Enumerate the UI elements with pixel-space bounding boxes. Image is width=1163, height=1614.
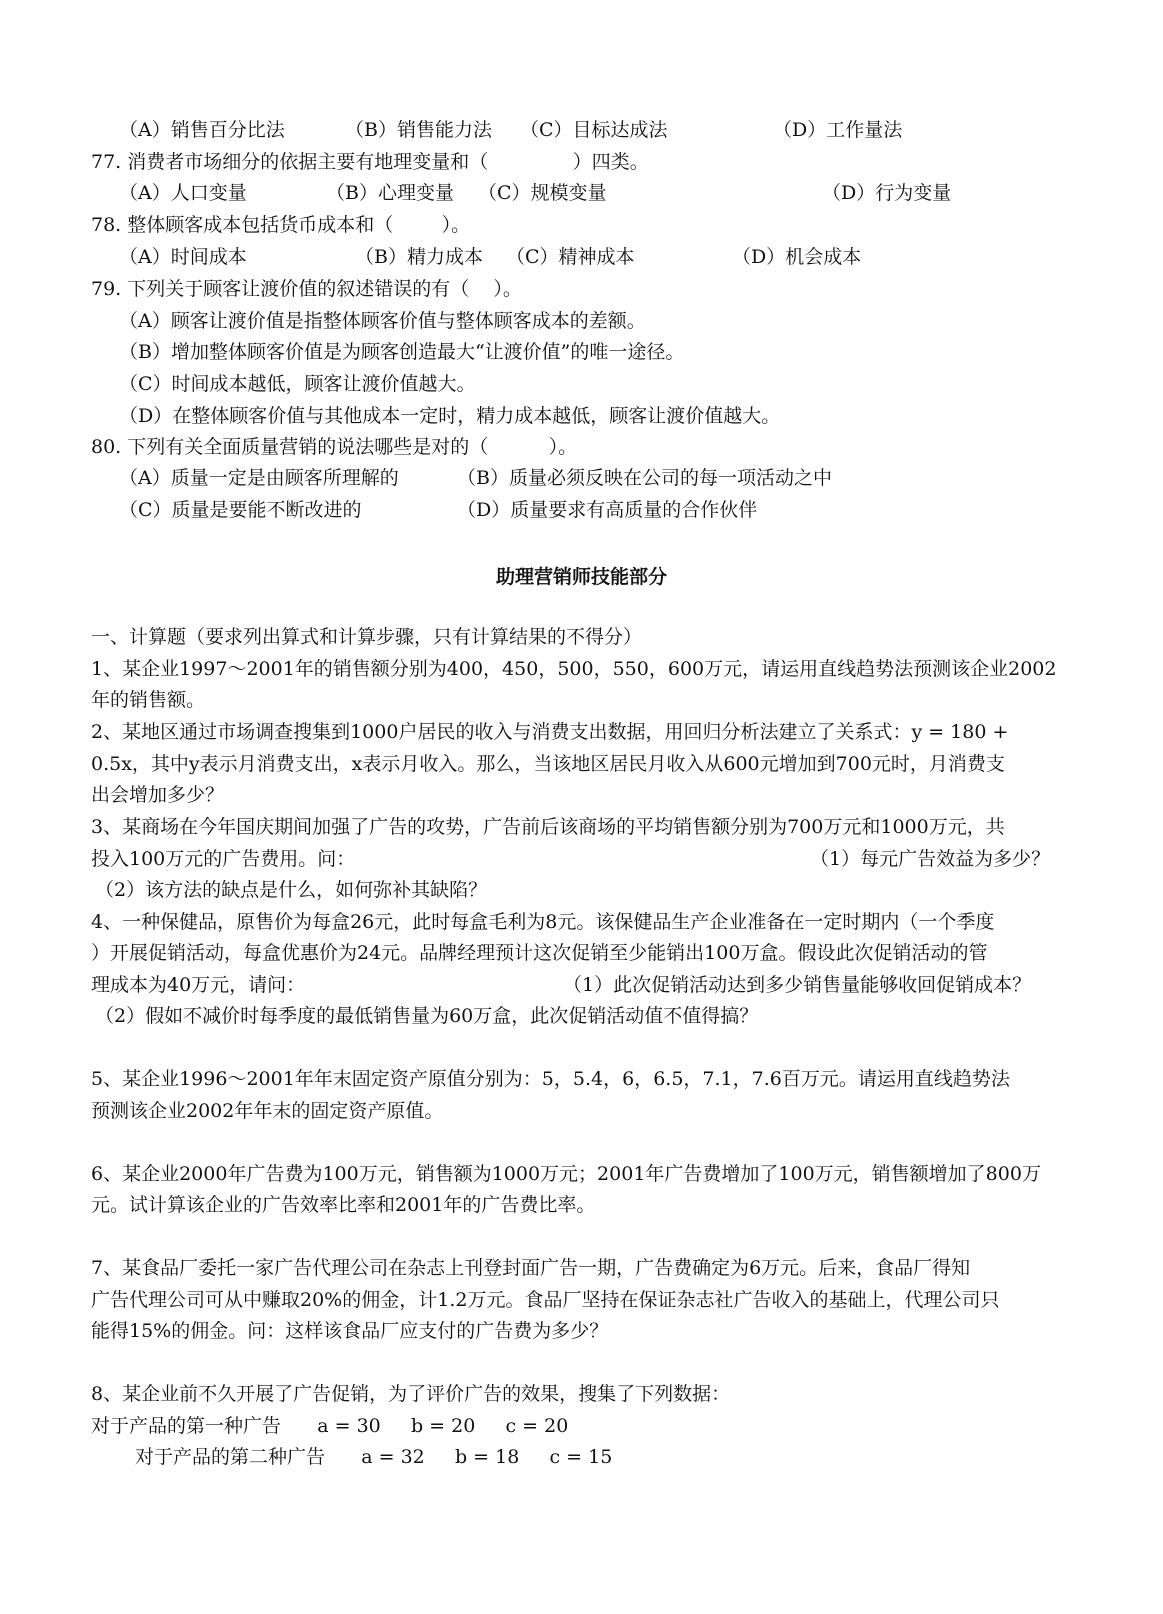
q5-line-1: 5、某企业1996～2001年年末固定资产原值分别为：5，5.4，6，6.5，7.1，7.6百万元。请运用直线趋势法 (91, 1068, 1010, 1090)
q78-option-b: （B）精力成本 (355, 246, 483, 268)
q8-line-1: 8、某企业前不久开展了广告促销，为了评价广告的效果，搜集了下列数据： (91, 1383, 731, 1405)
q76-option-d: （D）工作量法 (773, 119, 903, 141)
q7-line-1: 7、某食品厂委托一家广告代理公司在杂志上刊登封面广告一期，广告费确定为6万元。后来，食品厂得知 (91, 1257, 971, 1279)
q2-line-3: 出会增加多少？ (91, 784, 225, 806)
calc-heading: 一、计算题（要求列出算式和计算步骤，只有计算结果的不得分） (91, 626, 643, 648)
q80-option-a: （A）质量一定是由顾客所理解的 (119, 467, 399, 489)
q1-line-2: 年的销售额。 (91, 689, 206, 711)
q76-option-a: （A）销售百分比法 (119, 119, 285, 141)
q76-option-b: （B）销售能力法 (345, 119, 492, 141)
q80-option-b: （B）质量必须反映在公司的每一项活动之中 (457, 467, 832, 489)
q7-line-2: 广告代理公司可从中赚取20%的佣金，计1.2万元。食品厂坚持在保证杂志社广告收入的基础上，代理公司只 (91, 1289, 1000, 1311)
q79-option-a: （A）顾客让渡价值是指整体顾客价值与整体顾客成本的差额。 (119, 310, 646, 332)
q3-line-2: 投入100万元的广告费用。问： (91, 848, 356, 870)
q6-line-2: 元。试计算该企业的广告效率比率和2001年的广告费比率。 (91, 1194, 596, 1216)
q77-text: 77. 消费者市场细分的依据主要有地理变量和（ ）四类。 (91, 151, 649, 173)
q3-line-1: 3、某商场在今年国庆期间加强了广告的攻势，广告前后该商场的平均销售额分别为700万元和1000万元，共 (91, 816, 1005, 838)
q3-sub-1: （1）每元广告效益为多少？ (810, 848, 1051, 870)
q77-option-a: （A）人口变量 (119, 182, 247, 204)
q78-text: 78. 整体顾客成本包括货币成本和（ ）。 (91, 214, 471, 236)
q80-text: 80. 下列有关全面质量营销的说法哪些是对的（ ）。 (91, 436, 578, 458)
q2-line-2: 0.5x，其中y表示月消费支出，x表示月收入。那么，当该地区居民月收入从600元增加到700元时，月消费支 (91, 753, 1005, 775)
q79-option-d: （D）在整体顾客价值与其他成本一定时，精力成本越低，顾客让渡价值越大。 (119, 405, 781, 427)
q8-ad-2: 对于产品的第二种广告 a = 32 b = 18 c = 15 (135, 1446, 613, 1468)
q80-option-d: （D）质量要求有高质量的合作伙伴 (457, 499, 758, 521)
q4-line-3: 理成本为40万元，请问： (91, 974, 306, 996)
section-title: 助理营销师技能部分 (495, 566, 667, 588)
q77-option-c: （C）规模变量 (478, 182, 607, 204)
q4-line-1: 4、一种保健品，原售价为每盒26元，此时每盒毛利为8元。该保健品生产企业准备在一定时期内（一个季度 (91, 911, 995, 933)
q4-sub-2: （2）假如不减价时每季度的最低销售量为60万盒，此次促销活动值不值得搞？ (95, 1005, 759, 1027)
q1-line-1: 1、某企业1997～2001年的销售额分别为400，450，500，550，600万元，请运用直线趋势法预测该企业2002 (91, 658, 1057, 680)
q79-option-c: （C）时间成本越低，顾客让渡价值越大。 (119, 373, 476, 395)
q77-option-b: （B）心理变量 (326, 182, 454, 204)
q78-option-d: （D）机会成本 (732, 246, 862, 268)
q5-line-2: 预测该企业2002年年末的固定资产原值。 (91, 1100, 444, 1122)
q2-line-1: 2、某地区通过市场调查搜集到1000户居民的收入与消费支出数据，用回归分析法建立了关系式：y = 180 + (91, 721, 1009, 743)
q4-line-2: ）开展促销活动，每盒优惠价为24元。品牌经理预计这次促销至少能销出100万盒。假设此次促销活动的管 (91, 942, 988, 964)
q4-sub-1: （1）此次促销活动达到多少销售量能够收回促销成本？ (563, 974, 1032, 996)
q7-line-3: 能得15%的佣金。问：这样该食品厂应支付的广告费为多少？ (91, 1320, 609, 1342)
q78-option-a: （A）时间成本 (119, 246, 247, 268)
q3-sub-2: （2）该方法的缺点是什么，如何弥补其缺陷？ (95, 879, 488, 901)
q79-option-b: （B）增加整体顾客价值是为顾客创造最大“让渡价值”的唯一途径。 (119, 341, 685, 363)
q78-option-c: （C）精神成本 (506, 246, 635, 268)
q77-option-d: （D）行为变量 (822, 182, 952, 204)
q80-option-c: （C）质量是要能不断改进的 (119, 499, 362, 521)
q79-text: 79. 下列关于顾客让渡价值的叙述错误的有（ ）。 (91, 278, 522, 300)
q8-ad-1: 对于产品的第一种广告 a = 30 b = 20 c = 20 (91, 1415, 569, 1437)
q6-line-1: 6、某企业2000年广告费为100万元，销售额为1000万元；2001年广告费增加了100万元，销售额增加了800万 (91, 1163, 1041, 1185)
q76-option-c: （C）目标达成法 (520, 119, 668, 141)
